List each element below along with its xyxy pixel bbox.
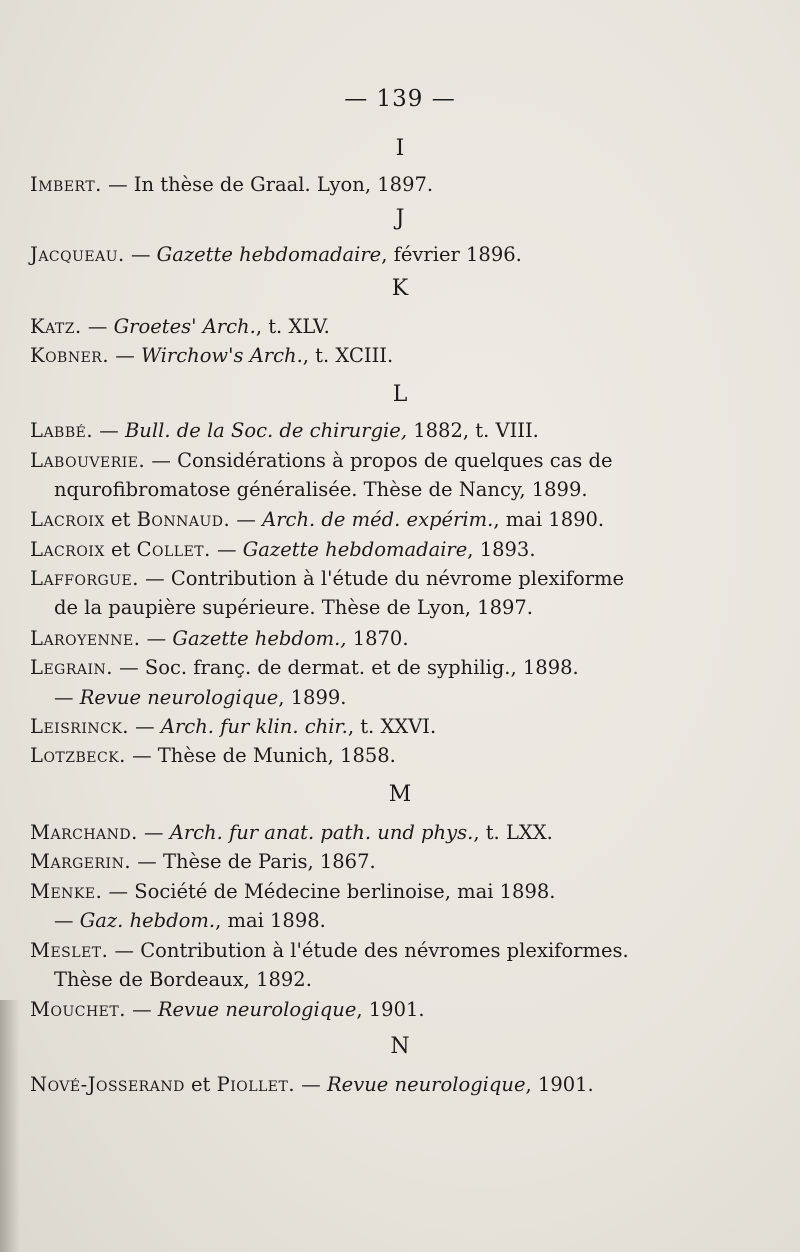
entry-text: — In thèse de Graal. Lyon, 1897.: [101, 173, 434, 196]
entry-katz: [30, 312, 780, 341]
page-number: — 139 —: [344, 86, 456, 112]
author: Laroyenne.: [30, 627, 141, 650]
entry-lafforgue: [30, 564, 780, 593]
entry-text: — Contribution à l'étude des névromes plexiformes.: [108, 939, 629, 962]
journal-title: Wirchow's Arch.: [140, 344, 303, 367]
journal-title: Bull. de la Soc. de chirurgie,: [124, 419, 408, 442]
entry-margerin: [30, 847, 780, 876]
entry-mouchet: [30, 995, 780, 1024]
author: Marchand.: [30, 821, 138, 844]
entry-text: et: [104, 508, 137, 531]
entry-menke: [30, 877, 780, 906]
section-letter-n: N: [390, 1034, 410, 1059]
author: Menke.: [30, 880, 103, 903]
journal-title: Revue neurologique: [79, 686, 279, 709]
entry-text: — Société de Médecine berlinoise, mai 1898.: [102, 880, 556, 903]
author: Katz.: [30, 315, 82, 338]
entry-imbert: [30, 170, 780, 199]
entry-labbe: [30, 416, 780, 445]
journal-title: Groetes' Arch.: [113, 315, 256, 338]
author: Lotzbeck.: [30, 744, 126, 767]
entry-rest: , mai 1898.: [215, 909, 326, 932]
entry-rest: , février 1896.: [381, 243, 522, 266]
entry-nove-josserand: [30, 1070, 780, 1099]
entry-rest: , 1901.: [525, 1073, 594, 1096]
co-author: Collet.: [136, 538, 211, 561]
entry-labouverie: [30, 446, 780, 475]
entry-text: —: [125, 998, 158, 1021]
entry-lacroix-collet: [30, 535, 780, 564]
entry-meslet-continuation: Thèse de Bordeaux, 1892.: [54, 968, 312, 991]
journal-title: Gazette hebdomadaire: [156, 243, 382, 266]
entry-text: —: [93, 419, 125, 442]
entry-rest: , 1893.: [467, 538, 536, 561]
author: Lacroix: [30, 508, 105, 531]
entry-lacroix-bonnaud: [30, 505, 780, 534]
entry-text: — Thèse de Munich, 1858.: [125, 744, 396, 767]
entry-lotzbeck: [30, 741, 780, 770]
entry-rest: , mai 1890.: [493, 508, 605, 531]
author: Labouverie.: [30, 449, 146, 472]
author: Nové-Josserand: [30, 1073, 185, 1096]
entry-legrain: [30, 653, 780, 682]
author: Mouchet.: [30, 998, 126, 1021]
entry-leisrinck: [30, 712, 780, 741]
author: Lacroix: [30, 538, 105, 561]
journal-title: Revue neurologique: [326, 1073, 526, 1096]
author: Margerin.: [30, 850, 132, 873]
entry-text: — Considérations à propos de quelques cas de: [145, 449, 613, 472]
entry-text: —: [109, 344, 141, 367]
section-letter-k: K: [391, 276, 409, 301]
entry-rest: , t. LXX.: [473, 821, 553, 844]
entry-rest: , t. XLV.: [255, 315, 330, 338]
journal-title: Arch. fur anat. path. und phys.: [169, 821, 474, 844]
section-letter-j: J: [395, 206, 405, 231]
journal-title: Arch. de méd. expérim.: [262, 508, 494, 531]
entry-rest: , 1899.: [278, 686, 347, 709]
entry-kobner: [30, 341, 780, 370]
section-letter-i: I: [395, 136, 405, 161]
entry-text-2: —: [295, 1073, 327, 1096]
entry-text: — Contribution à l'étude du névrome plexiforme: [138, 567, 625, 590]
entry-text: —: [140, 627, 173, 650]
journal-title: Gazette hebdom.,: [172, 627, 347, 650]
entry-text: et: [184, 1073, 217, 1096]
entry-rest: 1882, t. VIII.: [407, 419, 539, 442]
entry-text: et: [104, 538, 137, 561]
entry-text: —: [54, 909, 80, 932]
journal-title: Revue neurologique: [157, 998, 357, 1021]
entry-menke-2: [54, 906, 800, 935]
entry-jacqueau: [30, 240, 780, 269]
entry-text: —: [54, 686, 80, 709]
section-letter-m: M: [388, 782, 412, 807]
author: Imbert.: [30, 173, 102, 196]
entry-text: — Thèse de Paris, 1867.: [131, 850, 376, 873]
author: Meslet.: [30, 939, 109, 962]
entry-text-2: —: [210, 538, 243, 561]
entry-rest: , t. XXVI.: [347, 715, 437, 738]
entry-text: —: [137, 821, 170, 844]
author: Kobner.: [30, 344, 110, 367]
entry-meslet: [30, 936, 780, 965]
entry-text: —: [128, 715, 161, 738]
entry-lafforgue-continuation: de la paupière supérieure. Thèse de Lyon, 1897.: [54, 596, 533, 619]
author: Labbé.: [30, 419, 94, 442]
entry-rest: , t. XCIII.: [302, 344, 394, 367]
entry-laroyenne: [30, 624, 780, 653]
author: Leisrinck.: [30, 715, 129, 738]
author: Jacqueau.: [30, 243, 125, 266]
entry-text: —: [124, 243, 157, 266]
entry-text: —: [81, 315, 114, 338]
section-letter-l: L: [392, 382, 408, 407]
entry-text: — Soc. franç. de dermat. et de syphilig., 1898.: [112, 656, 579, 679]
entry-legrain-2: [54, 683, 800, 712]
entry-marchand: [30, 818, 780, 847]
author: Lafforgue.: [30, 567, 139, 590]
journal-title: Gaz. hebdom.: [79, 909, 216, 932]
author: Legrain.: [30, 656, 113, 679]
entry-labouverie-continuation: nqurofibromatose généralisée. Thèse de Nancy, 1899.: [54, 478, 588, 501]
entry-rest: 1870.: [346, 627, 409, 650]
journal-title: Gazette hebdomadaire: [242, 538, 468, 561]
journal-title: Arch. fur klin. chir.: [160, 715, 348, 738]
entry-text-2: —: [230, 508, 263, 531]
co-author: Piollet.: [216, 1073, 296, 1096]
entry-rest: , 1901.: [356, 998, 425, 1021]
co-author: Bonnaud.: [136, 508, 231, 531]
